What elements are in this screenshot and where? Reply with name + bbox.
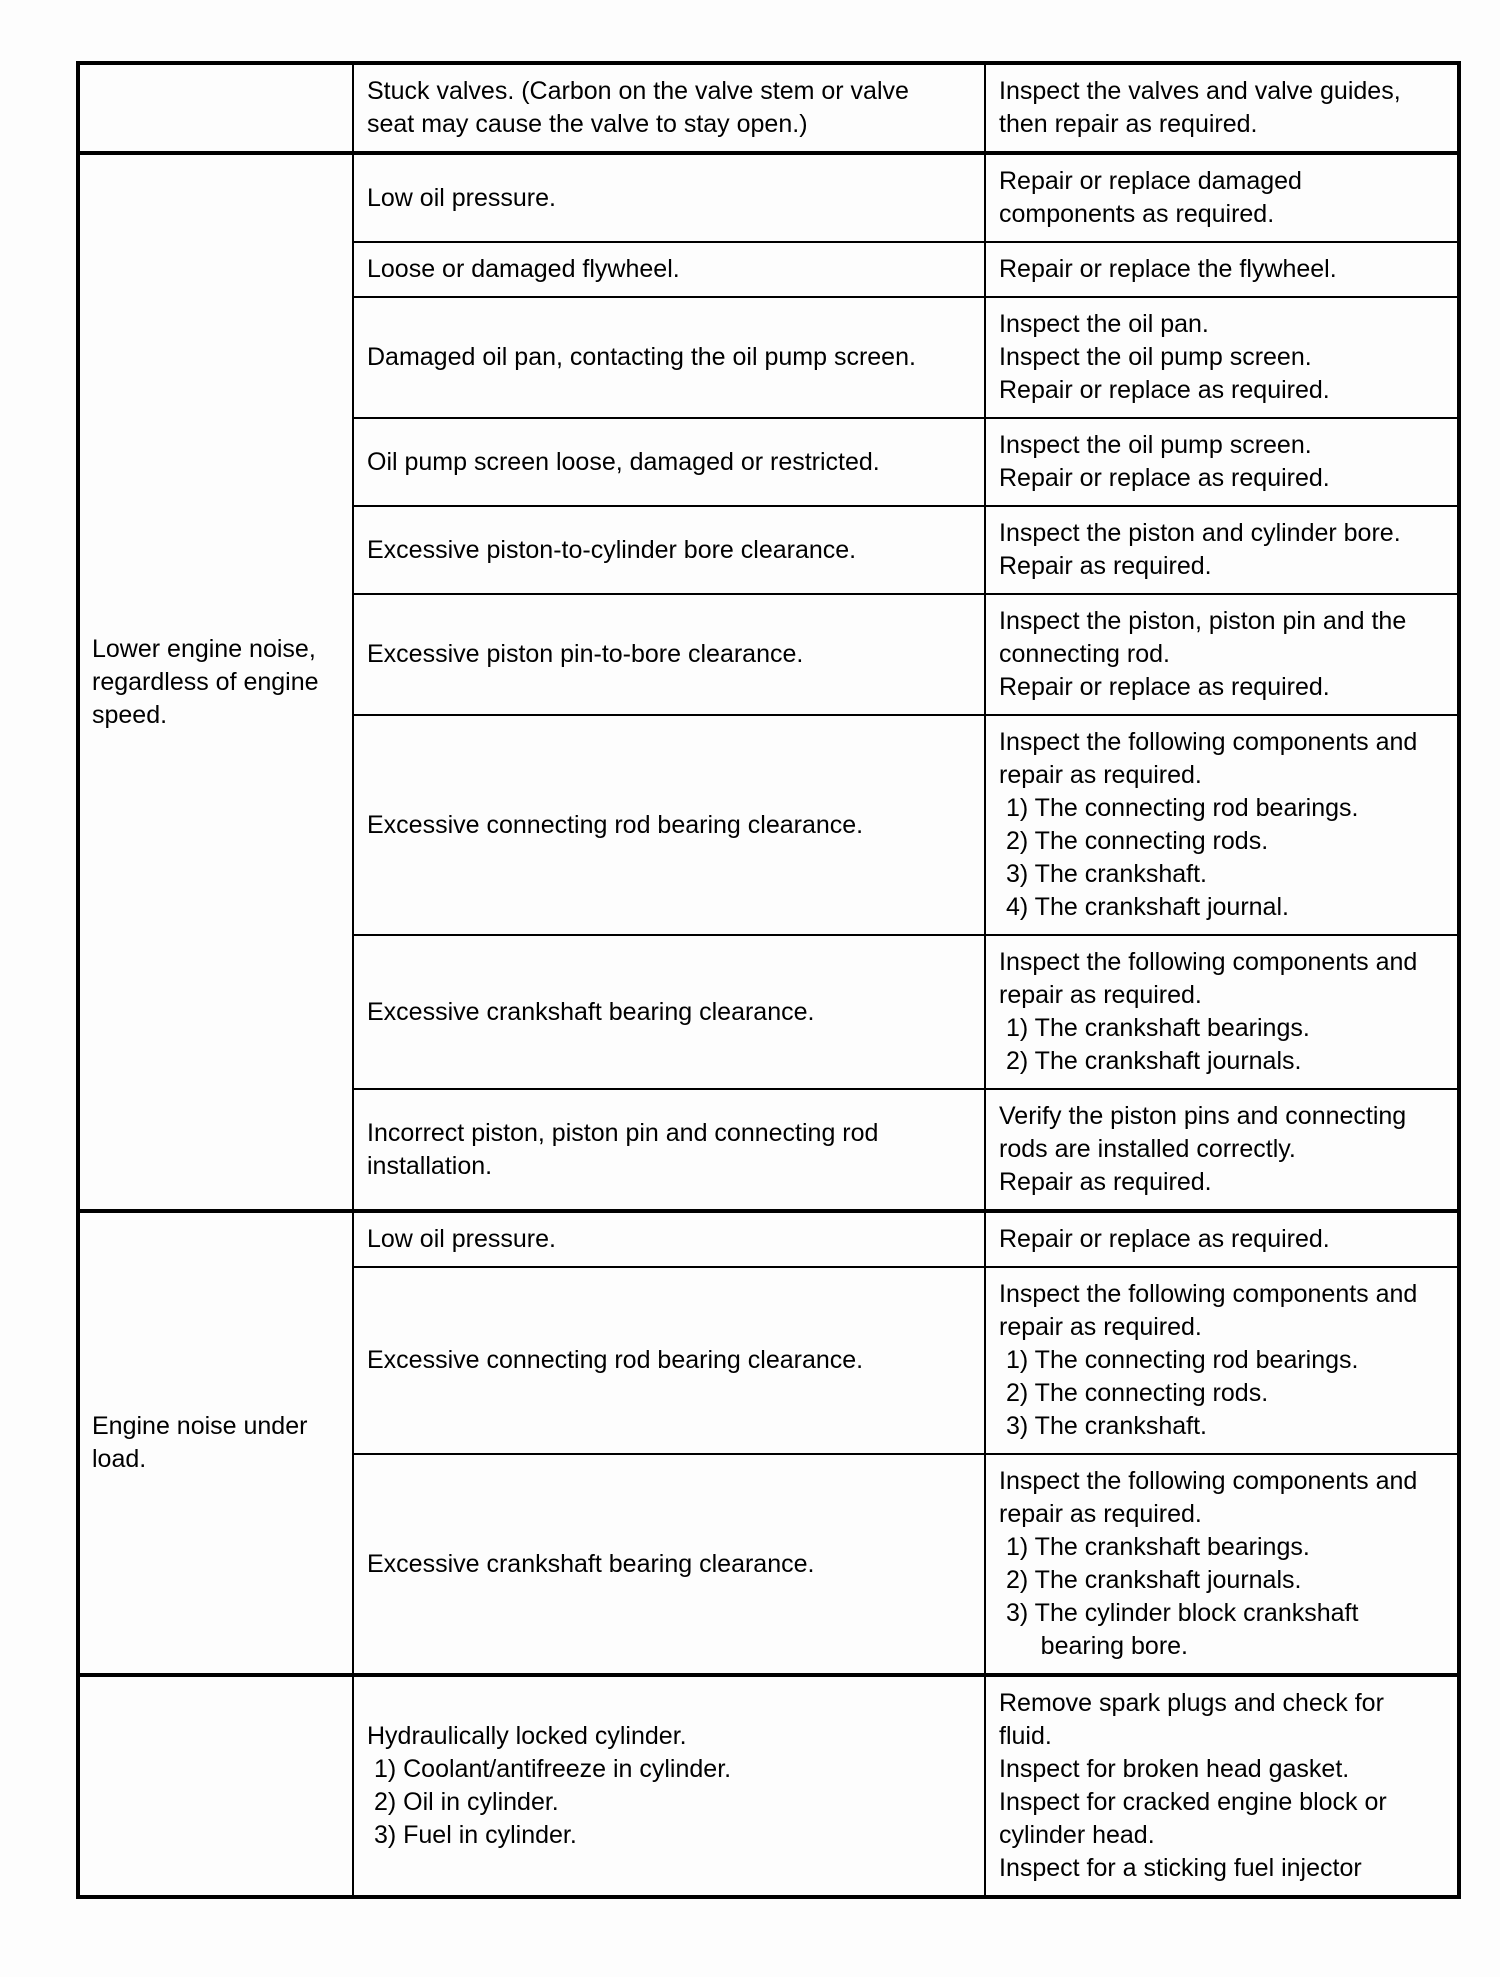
cause-cell [353,1675,985,1897]
text-line: 1) The connecting rod bearings. [999,794,1359,822]
condition-cell [78,63,353,153]
text-line: Oil pump screen loose, damaged or restricted. [367,447,880,476]
table-row [78,63,1459,153]
cause-cell [353,715,985,935]
text-line: repair as required. [999,1313,1202,1341]
text-line: Excessive connecting rod bearing clearance. [367,1346,864,1374]
cause-cell [353,506,985,594]
text-line: load. [92,1445,147,1473]
action-cell [985,935,1459,1089]
text-line: Inspect the following components and [999,1280,1418,1308]
text-line: 3) Fuel in cylinder. [367,1821,577,1849]
text-line: Engine noise under [92,1412,308,1440]
text-line: Hydraulically locked cylinder. [367,1722,687,1750]
text-line: Repair or replace as required. [999,673,1330,701]
text-line: Inspect the oil pan. [999,310,1209,338]
text-line: Excessive piston-to-cylinder bore clearance. [367,535,857,564]
troubleshooting-table-body [78,63,1459,1897]
cause-cell [353,1211,985,1267]
cause-cell [353,418,985,506]
text-line: bearing bore. [999,1632,1189,1660]
text-line: 3) The crankshaft. [999,860,1207,888]
text-line: Repair as required. [999,552,1212,580]
text-line: seat may cause the valve to stay open.) [367,110,808,138]
cause-cell [353,242,985,297]
text-line: 4) The crankshaft journal. [999,893,1289,921]
text-line: Verify the piston pins and connecting [999,1102,1407,1130]
text-line: repair as required. [999,761,1202,789]
text-line: connecting rod. [999,640,1170,668]
text-line: 2) The connecting rods. [999,827,1269,855]
action-cell [985,1089,1459,1211]
text-line: Inspect for broken head gasket. [999,1755,1350,1783]
text-line: Excessive piston pin-to-bore clearance. [367,640,804,668]
text-line: Inspect for a sticking fuel injector [999,1854,1362,1882]
condition-cell [78,153,353,1211]
text-line: Damaged oil pan, contacting the oil pump screen. [367,343,916,371]
text-line: Lower engine noise, [92,634,316,663]
text-line: Stuck valves. (Carbon on the valve stem or valve [367,77,909,105]
cause-cell [353,297,985,418]
cause-cell [353,594,985,715]
text-line: 3) The cylinder block crankshaft [999,1599,1359,1627]
text-line: Low oil pressure. [367,1225,556,1253]
condition-cell [78,1211,353,1675]
text-line: Remove spark plugs and check for [999,1689,1384,1717]
text-line: 2) The crankshaft journals. [999,1047,1302,1075]
text-line: Inspect the piston, piston pin and the [999,607,1407,635]
text-line: cylinder head. [999,1821,1155,1849]
text-line: Inspect the following components and [999,728,1418,756]
text-line: Repair or replace as required. [999,464,1330,492]
text-line: Inspect the oil pump screen. [999,431,1312,459]
action-cell [985,297,1459,418]
text-line: repair as required. [999,1500,1202,1528]
text-line: Repair or replace the flywheel. [999,255,1337,283]
text-line: then repair as required. [999,110,1258,138]
text-line: Inspect the piston and cylinder bore. [999,519,1401,547]
action-cell [985,63,1459,153]
text-line: 1) The crankshaft bearings. [999,1533,1310,1561]
text-line: 2) The connecting rods. [999,1379,1269,1407]
text-line: Repair or replace as required. [999,376,1330,404]
cause-cell [353,1454,985,1675]
text-line: 2) Oil in cylinder. [367,1788,559,1816]
action-cell [985,1454,1459,1675]
cause-cell [353,1089,985,1211]
cause-cell [353,63,985,153]
table-row [78,1675,1459,1897]
cause-cell [353,1267,985,1454]
text-line: Inspect the following components and [999,948,1418,976]
troubleshooting-table [76,61,1461,1899]
text-line: components as required. [999,200,1275,228]
text-line: Repair or replace damaged [999,167,1302,195]
text-line: Loose or damaged flywheel. [367,255,680,283]
text-line: rods are installed correctly. [999,1135,1296,1163]
action-cell [985,153,1459,242]
table-row [78,153,1459,242]
text-line: 3) The crankshaft. [999,1412,1207,1440]
text-line: Inspect the following components and [999,1467,1418,1495]
action-cell [985,1211,1459,1267]
text-line: Excessive crankshaft bearing clearance. [367,1549,815,1578]
text-line: 1) Coolant/antifreeze in cylinder. [367,1755,732,1783]
cause-cell [353,153,985,242]
text-line: 1) The connecting rod bearings. [999,1346,1359,1374]
text-line: Low oil pressure. [367,183,556,212]
text-line: Repair or replace as required. [999,1225,1330,1253]
condition-cell [78,1675,353,1897]
text-line: Inspect the oil pump screen. [999,343,1312,371]
action-cell [985,594,1459,715]
text-line: Inspect the valves and valve guides, [999,77,1401,105]
text-line: 2) The crankshaft journals. [999,1566,1302,1594]
action-cell [985,418,1459,506]
action-cell [985,242,1459,297]
text-line: 1) The crankshaft bearings. [999,1014,1310,1042]
table-row [78,1211,1459,1267]
cause-cell [353,935,985,1089]
text-line: Inspect for cracked engine block or [999,1788,1387,1816]
action-cell [985,1675,1459,1897]
text-line: fluid. [999,1722,1052,1750]
text-line: speed. [92,700,168,729]
action-cell [985,1267,1459,1454]
text-line: repair as required. [999,981,1202,1009]
text-line: regardless of engine [92,667,319,696]
text-line: Excessive crankshaft bearing clearance. [367,997,815,1026]
action-cell [985,506,1459,594]
text-line: Repair as required. [999,1168,1212,1196]
action-cell [985,715,1459,935]
text-line: Excessive connecting rod bearing clearance. [367,810,864,839]
text-line: Incorrect piston, piston pin and connecting rod [367,1118,879,1147]
text-line: installation. [367,1151,493,1180]
